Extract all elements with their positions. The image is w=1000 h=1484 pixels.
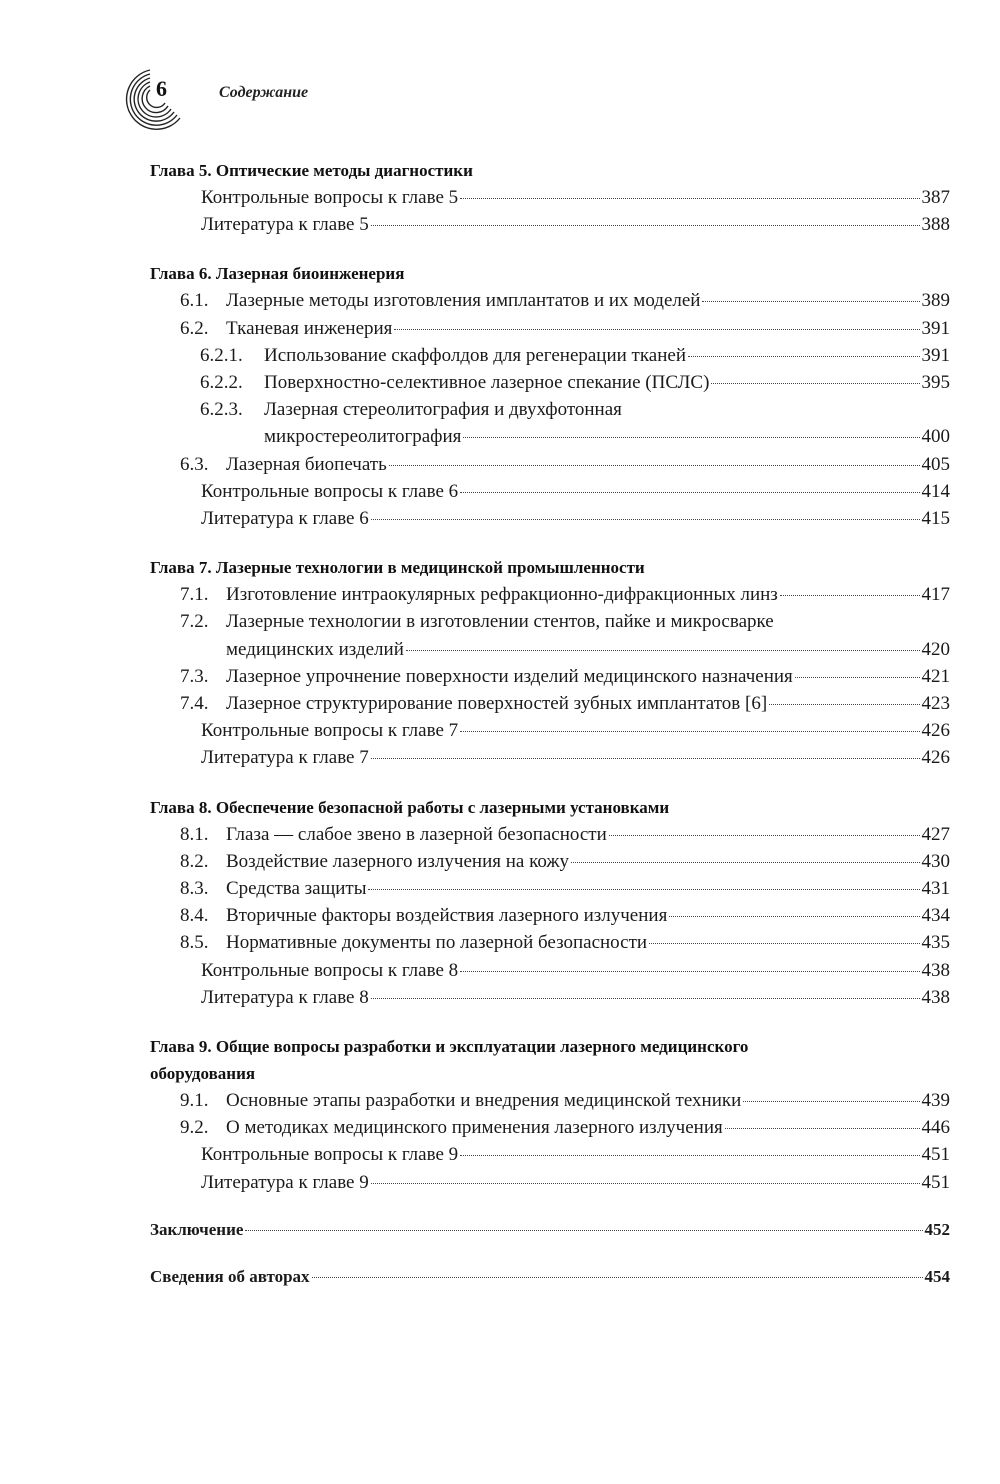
- toc-entry[interactable]: [150, 369, 950, 396]
- entry-text: Лазерное упрочнение поверхности изделий медицинского назначения: [226, 665, 793, 687]
- dot-leader: [743, 1101, 919, 1102]
- entry-number: 7.4.: [180, 693, 209, 715]
- entry-text: Литература к главе 6: [201, 508, 369, 530]
- toc-entry-continuation[interactable]: [150, 423, 950, 450]
- toc-entry-continuation[interactable]: [150, 636, 950, 663]
- entry-text: Заключение: [150, 1219, 244, 1239]
- toc-entry-conclusion[interactable]: [150, 1216, 950, 1243]
- entry-page: 431: [921, 878, 950, 900]
- dot-leader: [609, 835, 920, 836]
- toc-entry[interactable]: [150, 211, 950, 238]
- entry-page: 438: [921, 959, 950, 981]
- dot-leader: [371, 1183, 920, 1184]
- dot-leader: [769, 704, 919, 705]
- chapter-title: Глава 7. Лазерные технологии в медицинской промышленности: [150, 558, 645, 578]
- toc-entry[interactable]: [150, 505, 950, 532]
- entry-text: Контрольные вопросы к главе 7: [201, 720, 459, 742]
- dot-leader: [460, 971, 919, 972]
- entry-text: Лазерные методы изготовления имплантатов и их моделей: [226, 290, 701, 312]
- entry-text: Литература к главе 8: [201, 986, 369, 1008]
- entry-text: Воздействие лазерного излучения на кожу: [226, 850, 569, 872]
- table-of-contents: [150, 157, 950, 1290]
- entry-number: 8.1.: [180, 823, 209, 845]
- entry-page: 435: [921, 932, 950, 954]
- dot-leader: [463, 437, 919, 438]
- dot-leader: [669, 916, 919, 917]
- toc-entry[interactable]: [150, 717, 950, 744]
- toc-entry[interactable]: [150, 1087, 950, 1114]
- entry-text: Основные этапы разработки и внедрения медицинской техники: [226, 1090, 742, 1112]
- entry-page: 415: [921, 508, 950, 530]
- toc-entry[interactable]: [150, 875, 950, 902]
- toc-entry[interactable]: [150, 184, 950, 211]
- entry-page: 417: [921, 584, 950, 606]
- dot-leader: [371, 225, 920, 226]
- entry-number: 8.5.: [180, 932, 209, 954]
- entry-text: Контрольные вопросы к главе 9: [201, 1144, 459, 1166]
- entry-page: 420: [921, 638, 950, 660]
- entry-text-line1: Лазерная стереолитография и двухфотонная: [264, 399, 622, 421]
- dot-leader: [649, 943, 919, 944]
- chapter-title: Глава 6. Лазерная биоинженерия: [150, 264, 405, 284]
- dot-leader: [702, 301, 919, 302]
- entry-page: 426: [921, 747, 950, 769]
- toc-entry[interactable]: [150, 744, 950, 771]
- entry-page: 426: [921, 720, 950, 742]
- entry-number: 7.2.: [180, 611, 209, 633]
- dot-leader: [795, 677, 920, 678]
- dot-leader: [371, 758, 920, 759]
- page-number: 6: [156, 76, 167, 101]
- entry-text: Изготовление интраокулярных рефракционно-дифракционных линз: [226, 584, 778, 606]
- chapter-title: оборудования: [150, 1064, 256, 1084]
- dot-leader: [711, 383, 919, 384]
- toc-entry[interactable]: [150, 984, 950, 1011]
- toc-entry-wrapped[interactable]: [150, 396, 950, 423]
- entry-number: 7.1.: [180, 584, 209, 606]
- entry-text: Использование скаффолдов для регенерации тканей: [264, 344, 687, 366]
- dot-leader: [368, 889, 919, 890]
- entry-page: 434: [921, 905, 950, 927]
- toc-entry[interactable]: [150, 581, 950, 608]
- entry-text: Контрольные вопросы к главе 6: [201, 480, 459, 502]
- entry-text: Литература к главе 7: [201, 747, 369, 769]
- entry-page: 391: [921, 317, 950, 339]
- dot-leader: [245, 1230, 922, 1231]
- dot-leader: [371, 519, 920, 520]
- dot-leader: [571, 862, 920, 863]
- entry-text: Сведения об авторах: [150, 1266, 310, 1286]
- entry-number: 8.4.: [180, 905, 209, 927]
- toc-entry[interactable]: [150, 315, 950, 342]
- entry-page: 389: [921, 290, 950, 312]
- entry-text: Вторичные факторы воздействия лазерного излучения: [226, 905, 668, 927]
- dot-leader: [460, 1155, 919, 1156]
- toc-entry[interactable]: [150, 1141, 950, 1168]
- toc-entry[interactable]: [150, 902, 950, 929]
- entry-page: 387: [921, 187, 950, 208]
- entry-text: Контрольные вопросы к главе 5: [201, 187, 459, 208]
- entry-number: 9.1.: [180, 1090, 209, 1112]
- entry-page: 454: [924, 1266, 950, 1286]
- entry-text: Литература к главе 9: [201, 1171, 369, 1193]
- toc-entry-wrapped[interactable]: [150, 608, 950, 635]
- toc-entry[interactable]: [150, 342, 950, 369]
- entry-text: Нормативные документы по лазерной безопасности: [226, 932, 648, 954]
- entry-page: 388: [921, 214, 950, 236]
- entry-text: Контрольные вопросы к главе 8: [201, 959, 459, 981]
- entry-text: медицинских изделий: [226, 638, 404, 660]
- entry-number: 8.3.: [180, 878, 209, 900]
- entry-number: 6.2.3.: [200, 399, 243, 421]
- entry-text-line1: Лазерные технологии в изготовлении стентов, пайке и микросварке: [226, 611, 774, 633]
- dot-leader: [460, 492, 919, 493]
- entry-text: Глаза — слабое звено в лазерной безопасности: [226, 823, 607, 845]
- toc-entry[interactable]: [150, 821, 950, 848]
- entry-text: микростереолитография: [264, 426, 462, 448]
- spiral-ornament-icon: [112, 62, 192, 132]
- dot-leader: [460, 731, 919, 732]
- entry-page: 446: [921, 1117, 950, 1139]
- entry-text: Лазерное структурирование поверхностей зубных имплантатов [6]: [226, 693, 768, 715]
- entry-text: Средства защиты: [226, 878, 367, 900]
- entry-page: 451: [921, 1171, 950, 1193]
- entry-page: 430: [921, 850, 950, 872]
- entry-number: 7.3.: [180, 665, 209, 687]
- entry-page: 452: [924, 1219, 950, 1239]
- toc-entry-authors[interactable]: [150, 1263, 950, 1290]
- entry-page: 439: [921, 1090, 950, 1112]
- toc-entry[interactable]: [150, 929, 950, 956]
- toc-entry[interactable]: [150, 848, 950, 875]
- entry-page: 414: [921, 480, 950, 502]
- entry-number: 8.2.: [180, 850, 209, 872]
- entry-number: 6.2.: [180, 317, 209, 339]
- dot-leader: [312, 1277, 923, 1278]
- entry-number: 9.2.: [180, 1117, 209, 1139]
- toc-entry[interactable]: [150, 451, 950, 478]
- entry-page: 395: [921, 372, 950, 394]
- entry-text: Литература к главе 5: [201, 214, 369, 236]
- entry-text: О методиках медицинского применения лазерного излучения: [226, 1117, 723, 1139]
- dot-leader: [725, 1128, 920, 1129]
- entry-text: Поверхностно-селективное лазерное спекание (ПСЛС): [264, 372, 710, 394]
- entry-text: Лазерная биопечать: [226, 453, 387, 475]
- chapter-title-line1: Глава 9. Общие вопросы разработки и эксплуатации лазерного медицинского: [150, 1037, 749, 1057]
- entry-number: 6.2.1.: [200, 344, 243, 366]
- toc-entry[interactable]: [150, 287, 950, 314]
- entry-page: 427: [921, 823, 950, 845]
- toc-entry[interactable]: [150, 690, 950, 717]
- entry-page: 438: [921, 986, 950, 1008]
- chapter-title: Глава 5. Оптические методы диагностики: [150, 161, 473, 180]
- chapter-title: Глава 8. Обеспечение безопасной работы с лазерными установками: [150, 797, 670, 817]
- page-header: [112, 62, 512, 132]
- entry-number: 6.1.: [180, 290, 209, 312]
- toc-entry[interactable]: [150, 1169, 950, 1196]
- entry-number: 6.3.: [180, 453, 209, 475]
- dot-leader: [780, 595, 920, 596]
- dot-leader: [371, 998, 920, 999]
- entry-page: 400: [921, 426, 950, 448]
- running-title: Содержание: [219, 84, 309, 101]
- entry-page: 451: [921, 1144, 950, 1166]
- entry-text: Тканевая инженерия: [226, 317, 393, 339]
- entry-page: 421: [921, 665, 950, 687]
- dot-leader: [406, 650, 920, 651]
- entry-page: 391: [921, 344, 950, 366]
- toc-entry[interactable]: [150, 663, 950, 690]
- dot-leader: [688, 356, 919, 357]
- entry-page: 423: [921, 693, 950, 715]
- dot-leader: [389, 465, 920, 466]
- toc-entry[interactable]: [150, 1114, 950, 1141]
- toc-entry[interactable]: [150, 478, 950, 505]
- toc-entry[interactable]: [150, 957, 950, 984]
- entry-page: 405: [921, 453, 950, 475]
- dot-leader: [460, 198, 919, 199]
- dot-leader: [394, 329, 919, 330]
- entry-number: 6.2.2.: [200, 372, 243, 394]
